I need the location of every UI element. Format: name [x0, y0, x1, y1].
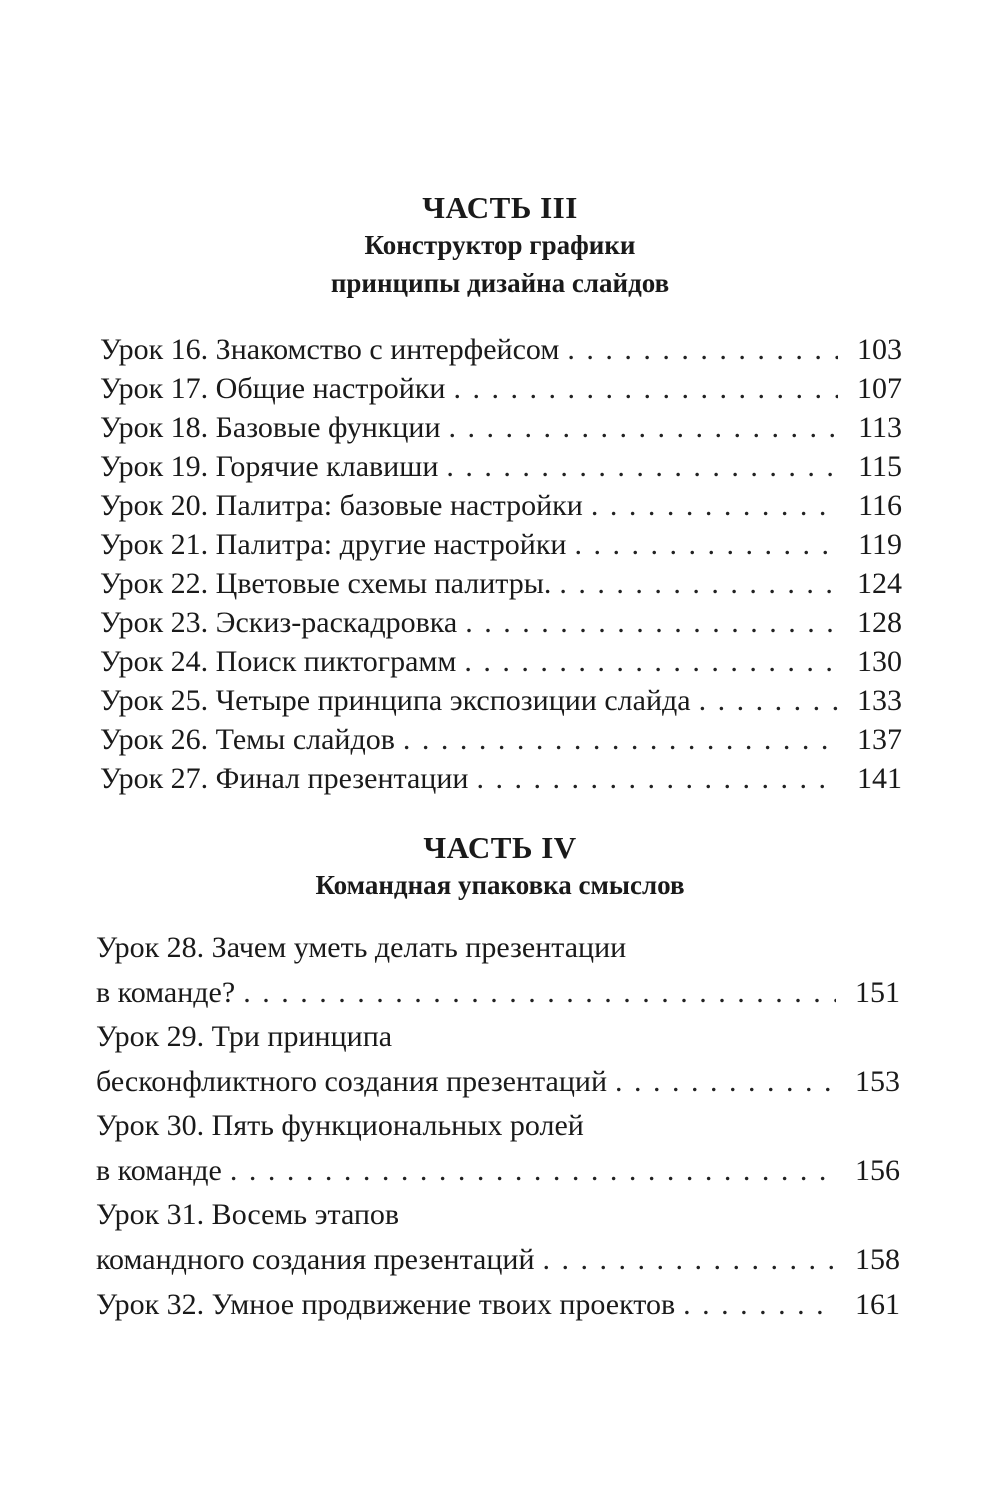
- toc-entry-31[interactable]: [96, 1193, 900, 1282]
- leader-dots: [403, 720, 838, 759]
- part3-heading: [0, 190, 1000, 302]
- entry-page: 113: [858, 411, 902, 444]
- entry-title: Урок 22. Цветовые схемы палитры.: [100, 567, 552, 600]
- entry-title: Урок 25. Четыре принципа экспозиции слайда: [100, 684, 691, 717]
- leader-dots: [464, 642, 838, 681]
- entry-title: Урок 24. Поиск пиктограмм: [100, 645, 457, 678]
- part4-heading: [0, 830, 1000, 904]
- entry-title: Урок 21. Палитра: другие настройки: [100, 528, 567, 561]
- leader-dots: [591, 486, 838, 525]
- toc-entry-29[interactable]: [96, 1015, 900, 1104]
- entry-page: 133: [857, 684, 902, 717]
- leader-dots: [699, 681, 838, 720]
- toc-entry-27[interactable]: [100, 759, 902, 798]
- toc-entry-17[interactable]: [100, 369, 902, 408]
- toc-entry-22[interactable]: [100, 564, 902, 603]
- leader-dots: [683, 1282, 836, 1327]
- entry-title: Урок 19. Горячие клавиши: [100, 450, 439, 483]
- leader-dots: [465, 603, 838, 642]
- entry-page: 158: [855, 1243, 900, 1276]
- entry-page: 156: [855, 1154, 900, 1187]
- toc-entry-16[interactable]: [100, 330, 902, 369]
- leader-dots: [476, 759, 838, 798]
- leader-dots: [230, 1148, 836, 1193]
- toc-entry-20[interactable]: [100, 486, 902, 525]
- entry-page: 141: [857, 762, 902, 795]
- entry-title-line1: Урок 30. Пять функциональных ролей: [96, 1109, 584, 1142]
- part4-number: ЧАСТЬ IV: [423, 830, 577, 865]
- entry-page: 153: [855, 1065, 900, 1098]
- part3-title-line2: принципы дизайна слайдов: [330, 268, 670, 298]
- entry-page: 137: [857, 723, 902, 756]
- entry-page: 107: [857, 372, 902, 405]
- entry-title: Урок 16. Знакомство с интерфейсом: [100, 333, 560, 366]
- entry-title-line1: Урок 29. Три принципа: [96, 1020, 393, 1053]
- entry-title: Урок 32. Умное продвижение твоих проектов: [96, 1288, 676, 1321]
- toc-entry-19[interactable]: [100, 447, 902, 486]
- entry-page: 151: [855, 976, 900, 1009]
- part4-title-line1: Командная упаковка смыслов: [315, 870, 685, 900]
- toc-entry-24[interactable]: [100, 642, 902, 681]
- toc-entry-23[interactable]: [100, 603, 902, 642]
- entry-title: Урок 27. Финал презентации: [100, 762, 469, 795]
- entry-page: 116: [858, 489, 902, 522]
- entry-title: в команде?: [96, 976, 236, 1009]
- part3-toc: [100, 330, 902, 798]
- leader-dots: [574, 525, 838, 564]
- entry-title: Урок 18. Базовые функции: [100, 411, 441, 444]
- toc-entry-25[interactable]: [100, 681, 902, 720]
- toc-entry-30[interactable]: [96, 1104, 900, 1193]
- entry-title: в команде: [96, 1154, 222, 1187]
- toc-entry-32[interactable]: [96, 1282, 900, 1327]
- entry-title: Урок 23. Эскиз-раскадровка: [100, 606, 458, 639]
- entry-page: 103: [857, 333, 902, 366]
- part3-title-line1: Конструктор графики: [364, 230, 636, 260]
- toc-entry-26[interactable]: [100, 720, 902, 759]
- leader-dots: [543, 1237, 836, 1282]
- entry-page: 119: [858, 528, 902, 561]
- leader-dots: [567, 330, 838, 369]
- leader-dots: [615, 1059, 836, 1104]
- entry-title-line1: Урок 28. Зачем уметь делать презентации: [96, 931, 627, 964]
- entry-title-line1: Урок 31. Восемь этапов: [96, 1198, 400, 1231]
- entry-page: 128: [857, 606, 902, 639]
- entry-title: Урок 17. Общие настройки: [100, 372, 446, 405]
- entry-page: 115: [858, 450, 902, 483]
- toc-entry-28[interactable]: [96, 926, 900, 1015]
- part4-toc: [96, 926, 900, 1327]
- leader-dots: [243, 970, 836, 1015]
- toc-entry-18[interactable]: [100, 408, 902, 447]
- entry-title: Урок 20. Палитра: базовые настройки: [100, 489, 583, 522]
- entry-title: Урок 26. Темы слайдов: [100, 723, 395, 756]
- entry-title: бесконфликтного создания презентаций: [96, 1065, 607, 1098]
- entry-page: 130: [857, 645, 902, 678]
- entry-title: командного создания презентаций: [96, 1243, 535, 1276]
- entry-page: 161: [855, 1288, 900, 1321]
- leader-dots: [449, 408, 838, 447]
- entry-page: 124: [857, 567, 902, 600]
- leader-dots: [559, 564, 838, 603]
- part3-number: ЧАСТЬ III: [422, 190, 578, 225]
- toc-entry-21[interactable]: [100, 525, 902, 564]
- leader-dots: [453, 369, 838, 408]
- leader-dots: [446, 447, 838, 486]
